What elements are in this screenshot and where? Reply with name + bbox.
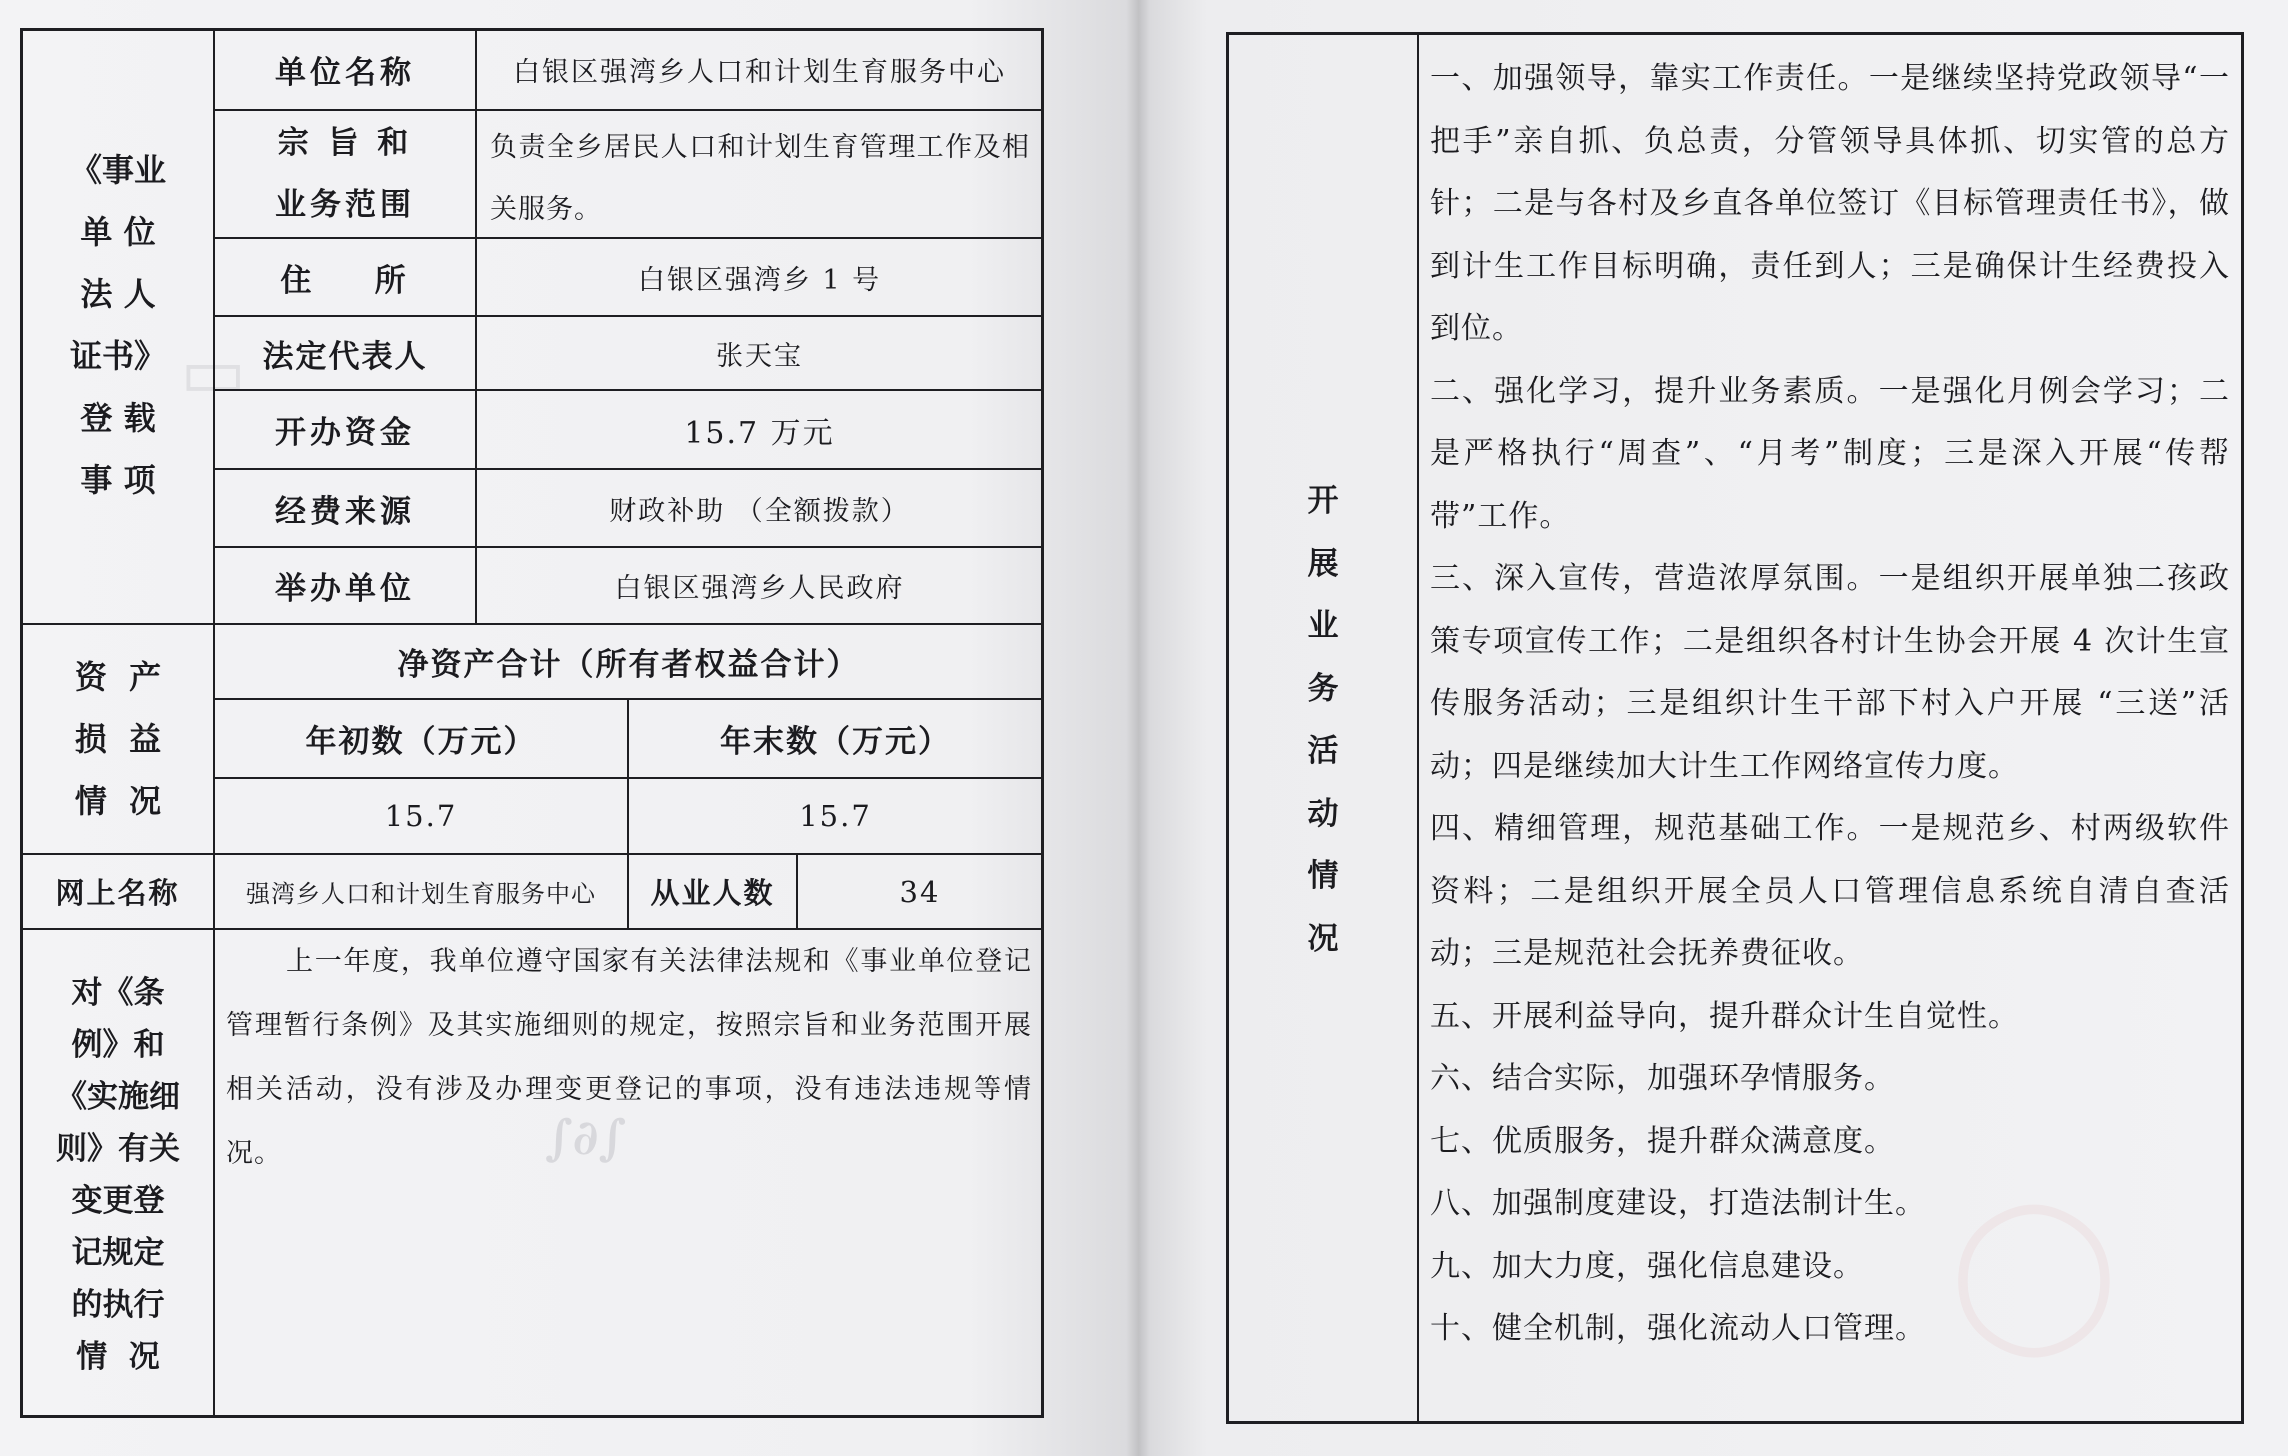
- online-name-value: 强湾乡人口和计划生育服务中心: [246, 880, 596, 908]
- ending-balance-value: 15.7: [799, 799, 872, 833]
- sponsor-unit-label: 举办单位: [275, 571, 415, 607]
- compliance-text: 上一年度，我单位遵守国家有关法律法规和《事业单位登记管理暂行条例》及其实施细则的规定，按照宗旨和业务范围开展相关活动，没有涉及办理变更登记的事项，没有违法违规等情况。: [226, 946, 1032, 1169]
- funding-source-value: 财政补助 （全额拨款）: [609, 495, 910, 527]
- start-capital-value: 15.7 万元: [684, 415, 835, 451]
- net-assets-header: 净资产合计（所有者权益合计）: [397, 647, 860, 683]
- staff-count-value: 34: [899, 874, 941, 909]
- unit-name-label: 单位名称: [275, 55, 415, 91]
- activity-item: 八、加强制度建设，打造法制计生。: [1430, 1186, 1926, 1221]
- unit-name-value: 白银区强湾乡人口和计划生育服务中心: [513, 57, 1006, 88]
- beginning-balance-header: 年初数（万元）: [305, 724, 537, 760]
- legal-representative-value: 张天宝: [716, 340, 803, 372]
- grid-line: [1417, 33, 1419, 1423]
- activity-item: 四、精细管理，规范基础工作。一是规范乡、村两级软件资料；二是组织开展全员人口管理信息系统自清自查活动；三是规范社会抚养费征收。: [1430, 811, 2230, 971]
- activity-item: 七、优质服务，提升群众满意度。: [1430, 1123, 1895, 1159]
- activities-section-label: 开 展 业 务 活 动 情 况: [1307, 483, 1339, 957]
- activities-list: [1430, 48, 2230, 1361]
- activity-item: 九、加大力度，强化信息建设。: [1430, 1248, 1864, 1284]
- sponsor-unit-value: 白银区强湾乡人民政府: [614, 573, 905, 604]
- compliance-section-label: 对《条 例》和 《实施细 则》有关 变更登 记规定 的执行 情 况: [56, 975, 180, 1375]
- legal-representative-label: 法定代表人: [262, 338, 428, 375]
- address-label: 住 所: [280, 262, 410, 299]
- activity-item: 十、健全机制，强化流动人口管理。: [1430, 1311, 1926, 1346]
- book-spine: [1126, 0, 1150, 1456]
- activity-item: 一、加强领导，靠实工作责任。一是继续坚持党政领导“一把手”亲自抓、负总责，分管领导具体抓、切实管的总方针；二是与各村及乡直各单位签订《目标管理责任书》，做到计生工作目标明确，责任到人；三是确保计生经费投入到位。: [1430, 61, 2230, 346]
- assets-section-label: 资 产 损 益 情 况: [74, 658, 162, 820]
- online-name-label: 网上名称: [55, 876, 180, 910]
- staff-count-label: 从业人数: [650, 876, 775, 910]
- start-capital-label: 开办资金: [275, 415, 415, 451]
- beginning-balance-value: 15.7: [384, 799, 458, 833]
- ending-balance-header: 年末数（万元）: [720, 724, 951, 760]
- address-value: 白银区强湾乡 1 号: [637, 264, 882, 296]
- activity-item: 二、强化学习，提升业务素质。一是强化月例会学习；二是严格执行“周查”、“月考”制度；三是深入开展“传帮带”工作。: [1430, 373, 2230, 534]
- registration-section-label: 《事业 单 位 法 人 证书》 登 载 事 项: [69, 151, 166, 499]
- purpose-scope-value: 负责全乡居民人口和计划生育管理工作及相关服务。: [490, 132, 1030, 225]
- activity-item: 五、开展利益导向，提升群众计生自觉性。: [1430, 998, 2019, 1034]
- funding-source-label: 经费来源: [275, 493, 415, 530]
- purpose-scope-label: 宗 旨 和 业务范围: [275, 125, 415, 223]
- activity-item: 三、深入宣传，营造浓厚氛围。一是组织开展单独二孩政策专项宣传工作；二是组织各村计生协会开展 4 次计生宣传服务活动；三是组织计生干部下村入户开展 “三送”活动；四是继续加大计生工作网络宣传力度。: [1430, 561, 2230, 784]
- activity-item: 六、结合实际，加强环孕情服务。: [1430, 1061, 1895, 1096]
